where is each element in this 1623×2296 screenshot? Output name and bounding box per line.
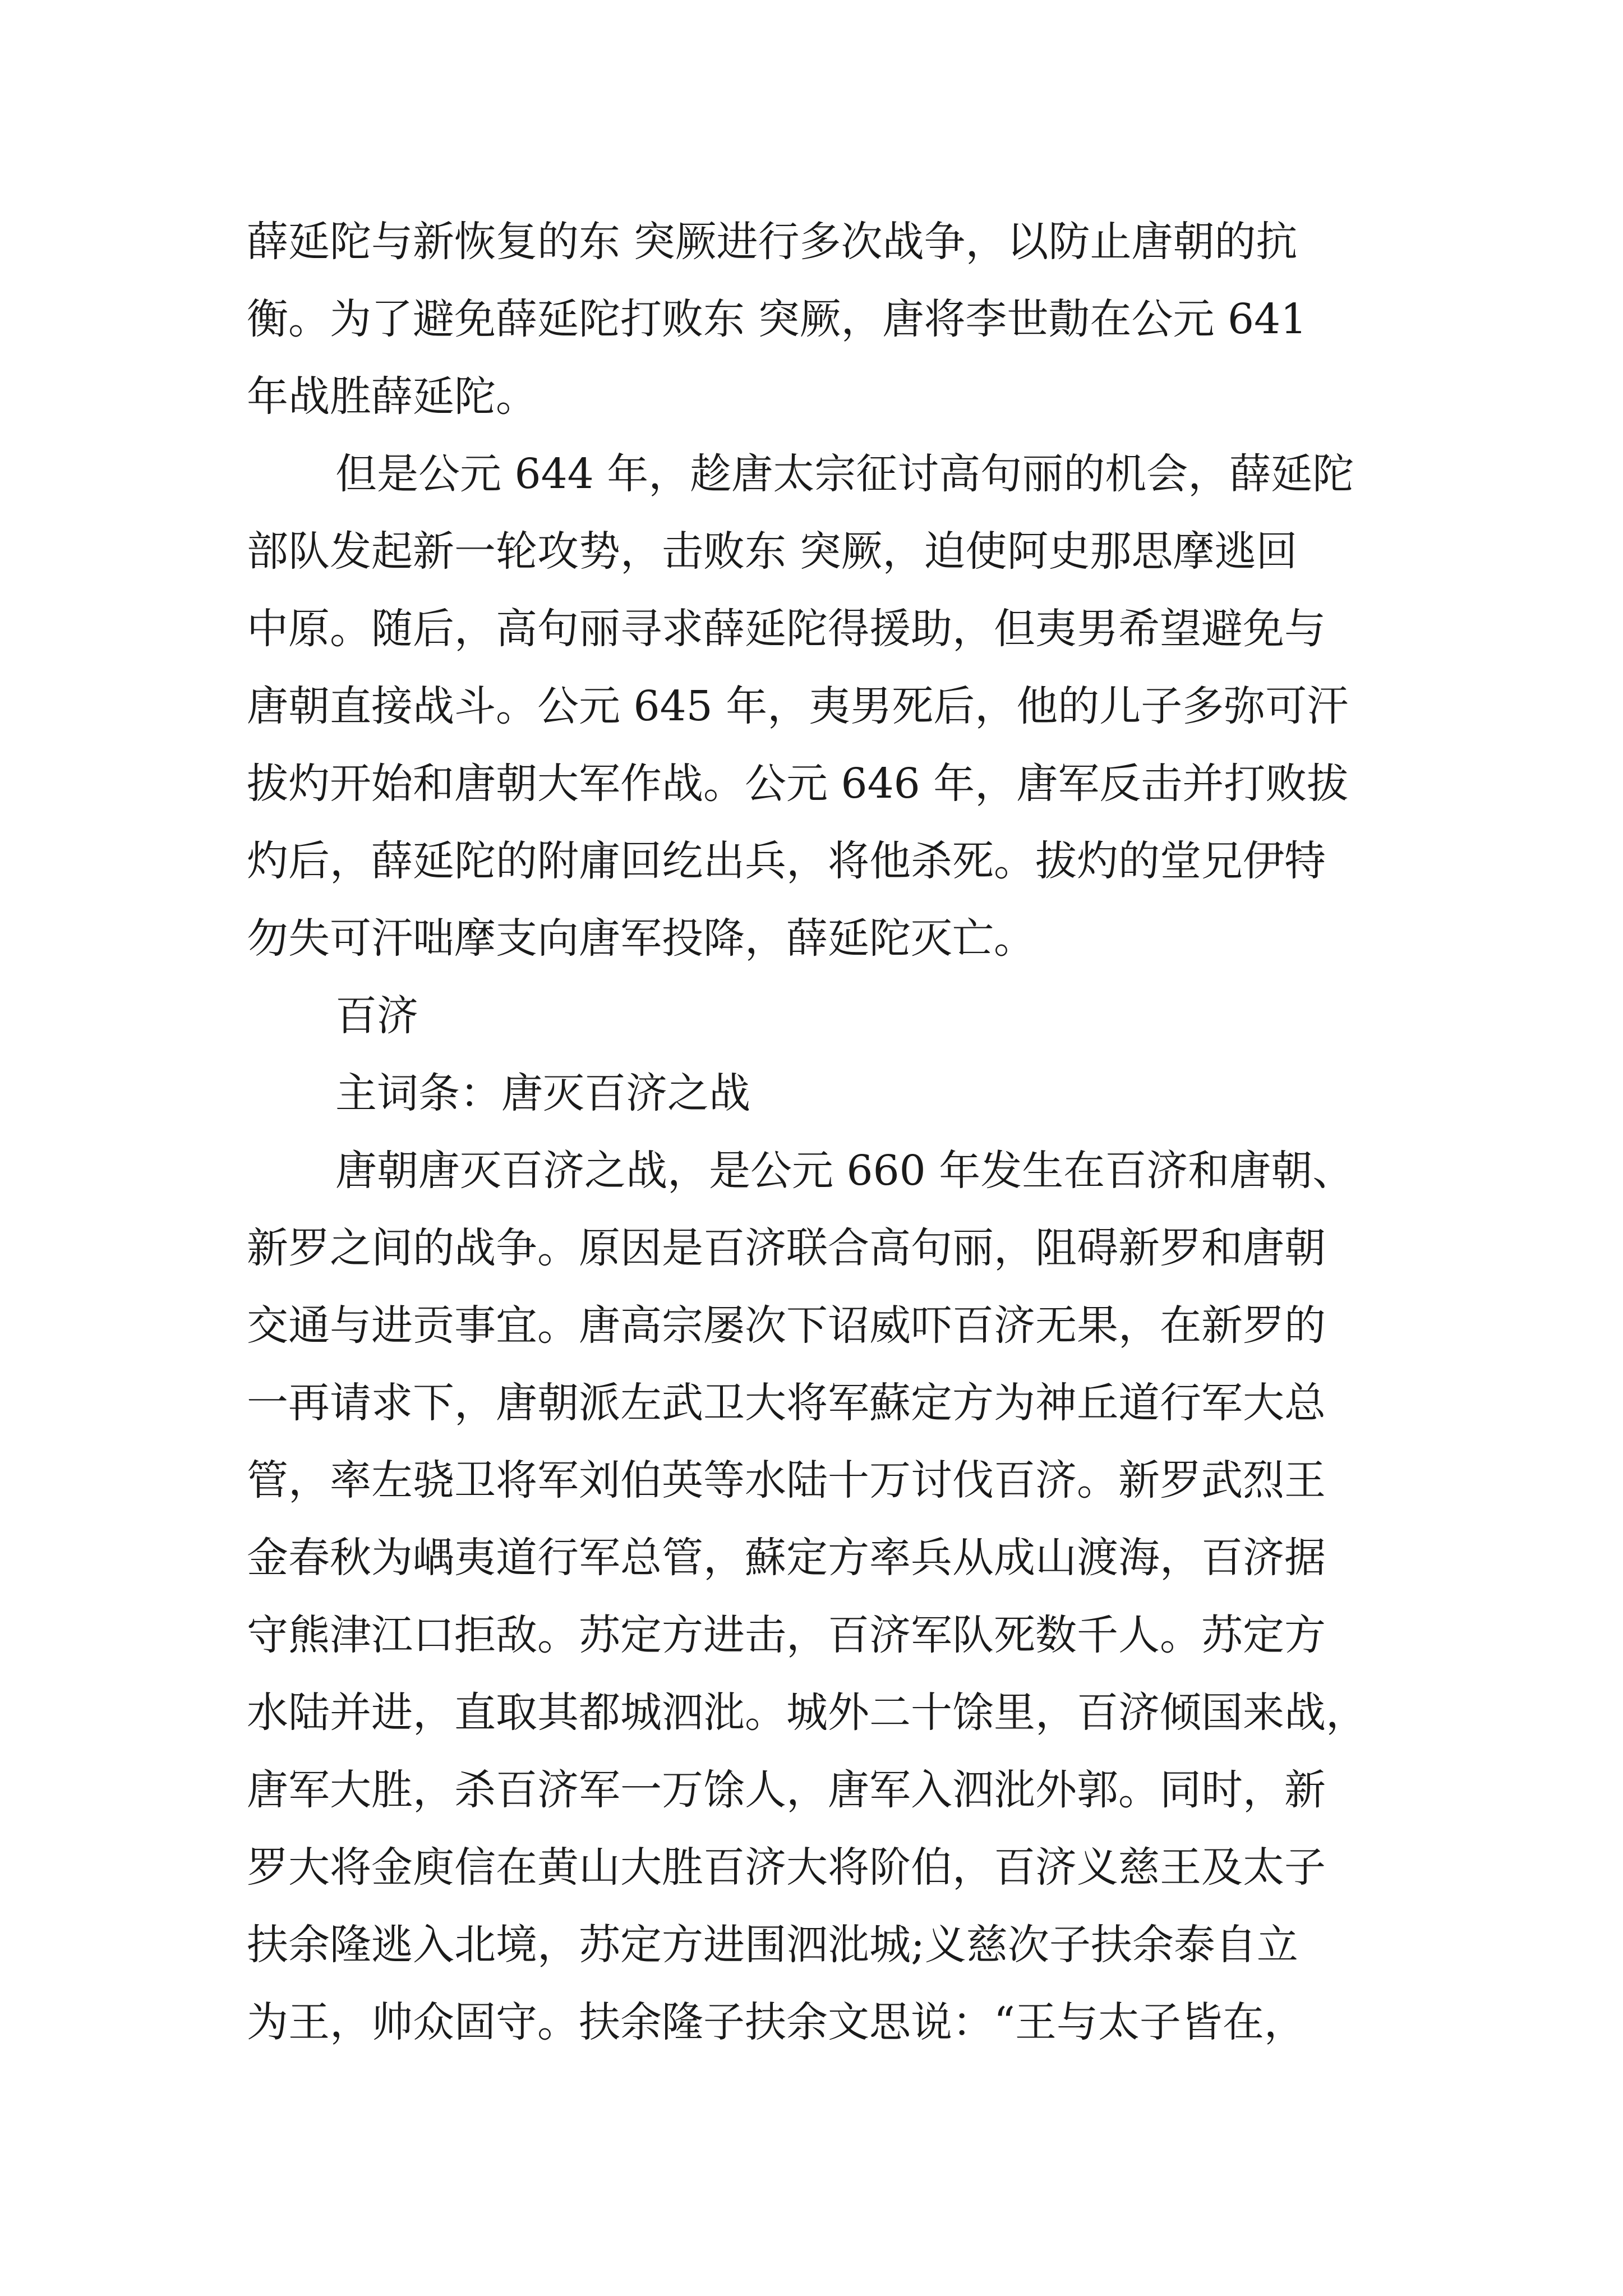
text-line-24: 为王，帅众固守。扶余隆子扶余文思说：“王与太子皆在， [247, 1998, 1306, 2046]
text-line-9: 灼后，薛延陀的附庸回纥出兵，将他杀死。拔灼的堂兄伊特 [247, 837, 1326, 885]
text-line-17: 管，率左骁卫将军刘伯英等水陆十万讨伐百济。新罗武烈王 [247, 1456, 1326, 1504]
text-line-13: 唐朝唐灭百济之战，是公元 660 年发生在百济和唐朝、 [335, 1147, 1354, 1195]
text-line-3: 年战胜薛延陀。 [247, 372, 537, 421]
text-line-20: 水陆并进，直取其都城泗沘。城外二十馀里，百济倾国来战， [247, 1688, 1367, 1737]
text-line-16: 一再请求下，唐朝派左武卫大将军蘇定方为神丘道行军大总 [247, 1379, 1326, 1427]
text-line-8: 拔灼开始和唐朝大军作战。公元 646 年，唐军反击并打败拔 [247, 760, 1349, 808]
body-text [247, 203, 1391, 2061]
text-line-19: 守熊津江口拒敌。苏定方进击，百济军队死数千人。苏定方 [247, 1611, 1326, 1659]
text-line-6: 中原。随后，高句丽寻求薛延陀得援助，但夷男希望避免与 [247, 605, 1326, 653]
text-line-5: 部队发起新一轮攻势，击败东 突厥，迫使阿史那思摩逃回 [247, 527, 1298, 576]
text-line-23: 扶余隆逃入北境，苏定方进围泗沘城;义慈次子扶余泰自立 [247, 1921, 1298, 1969]
text-line-7: 唐朝直接战斗。公元 645 年，夷男死后，他的儿子多弥可汗 [247, 682, 1349, 730]
text-line-18: 金春秋为嵎夷道行军总管，蘇定方率兵从成山渡海，百济据 [247, 1534, 1326, 1582]
text-line-21: 唐军大胜，杀百济军一万馀人，唐军入泗沘外郭。同时，新 [247, 1766, 1326, 1814]
text-line-15: 交通与进贡事宜。唐高宗屡次下诏威吓百济无果，在新罗的 [247, 1301, 1326, 1350]
text-line-14: 新罗之间的战争。原因是百济联合高句丽，阻碍新罗和唐朝 [247, 1224, 1326, 1272]
main-entry-line: 主词条：唐灭百济之战 [335, 1069, 750, 1117]
text-line-4: 但是公元 644 年，趁唐太宗征讨高句丽的机会，薛延陀 [335, 450, 1354, 498]
text-line-1: 薛延陀与新恢复的东 突厥进行多次战争，以防止唐朝的抗 [247, 218, 1298, 266]
text-line-22: 罗大将金庾信在黄山大胜百济大将阶伯，百济义慈王及太子 [247, 1843, 1326, 1892]
section-heading: 百济 [335, 992, 418, 1040]
text-line-10: 勿失可汗咄摩支向唐军投降，薛延陀灭亡。 [247, 914, 1035, 963]
text-line-2: 衡。为了避免薛延陀打败东 突厥，唐将李世勣在公元 641 [247, 295, 1307, 343]
